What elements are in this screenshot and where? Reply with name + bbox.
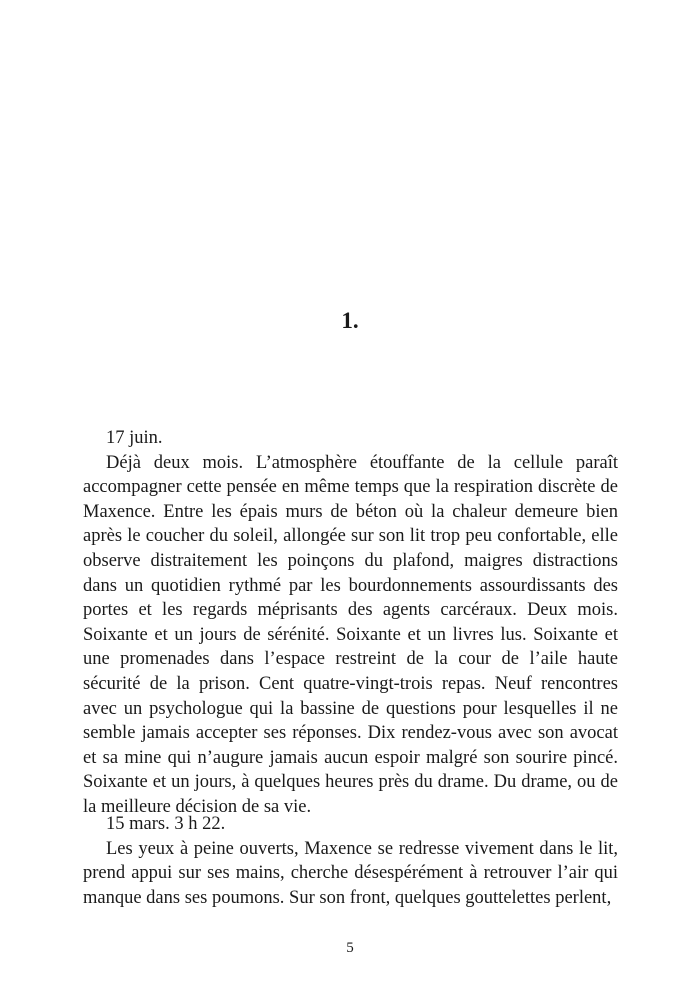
chapter-title: 1. [341, 308, 359, 333]
section-date: 17 juin. [106, 428, 163, 448]
page-number: 5 [346, 940, 354, 956]
section-paragraph: Les yeux à peine ouverts, Maxence se redresse vivement dans le lit, prend appui sur ses mains, cherche désespérément à retrouver l’air qui manque dans ses poumons. Sur son front, quelques gouttelettes perlent, [83, 838, 618, 908]
section-paragraph: Déjà deux mois. L’atmosphère étouffante de la cellule paraît accompagner cette pensée en même temps que la respiration discrète de Maxence. Entre les épais murs de béton où la chaleur demeure bien après le coucher du soleil, allongée sur son lit trop peu confortable, elle observe distraitement les poinçons du plafond, maigres distractions dans un quotidien rythmé par les bourdonnements assourdissants des portes et les regards méprisants des agents carcéraux. Deux mois. Soixante et un jours de sérénité. Soixante et un livres lus. Soixante et une promenades dans l’espace restreint de la cour de l’aile haute sécurité de la prison. Cent quatre-vingt-trois repas. Neuf rencontres avec un psychologue qui la bassine de questions pour lesquelles il ne semble jamais accepter ses réponses. Dix rendez-vous avec son avocat et sa mine qui n’augure jamais aucun espoir malgré son sourire pincé. Soixante et un jours, à quelques heures près du drame. Du drame, ou de la meilleure décision de sa vie. [83, 452, 618, 817]
section-march-15 [83, 812, 618, 910]
section-june-17 [83, 426, 618, 820]
section-date: 15 mars. 3 h 22. [106, 814, 226, 834]
